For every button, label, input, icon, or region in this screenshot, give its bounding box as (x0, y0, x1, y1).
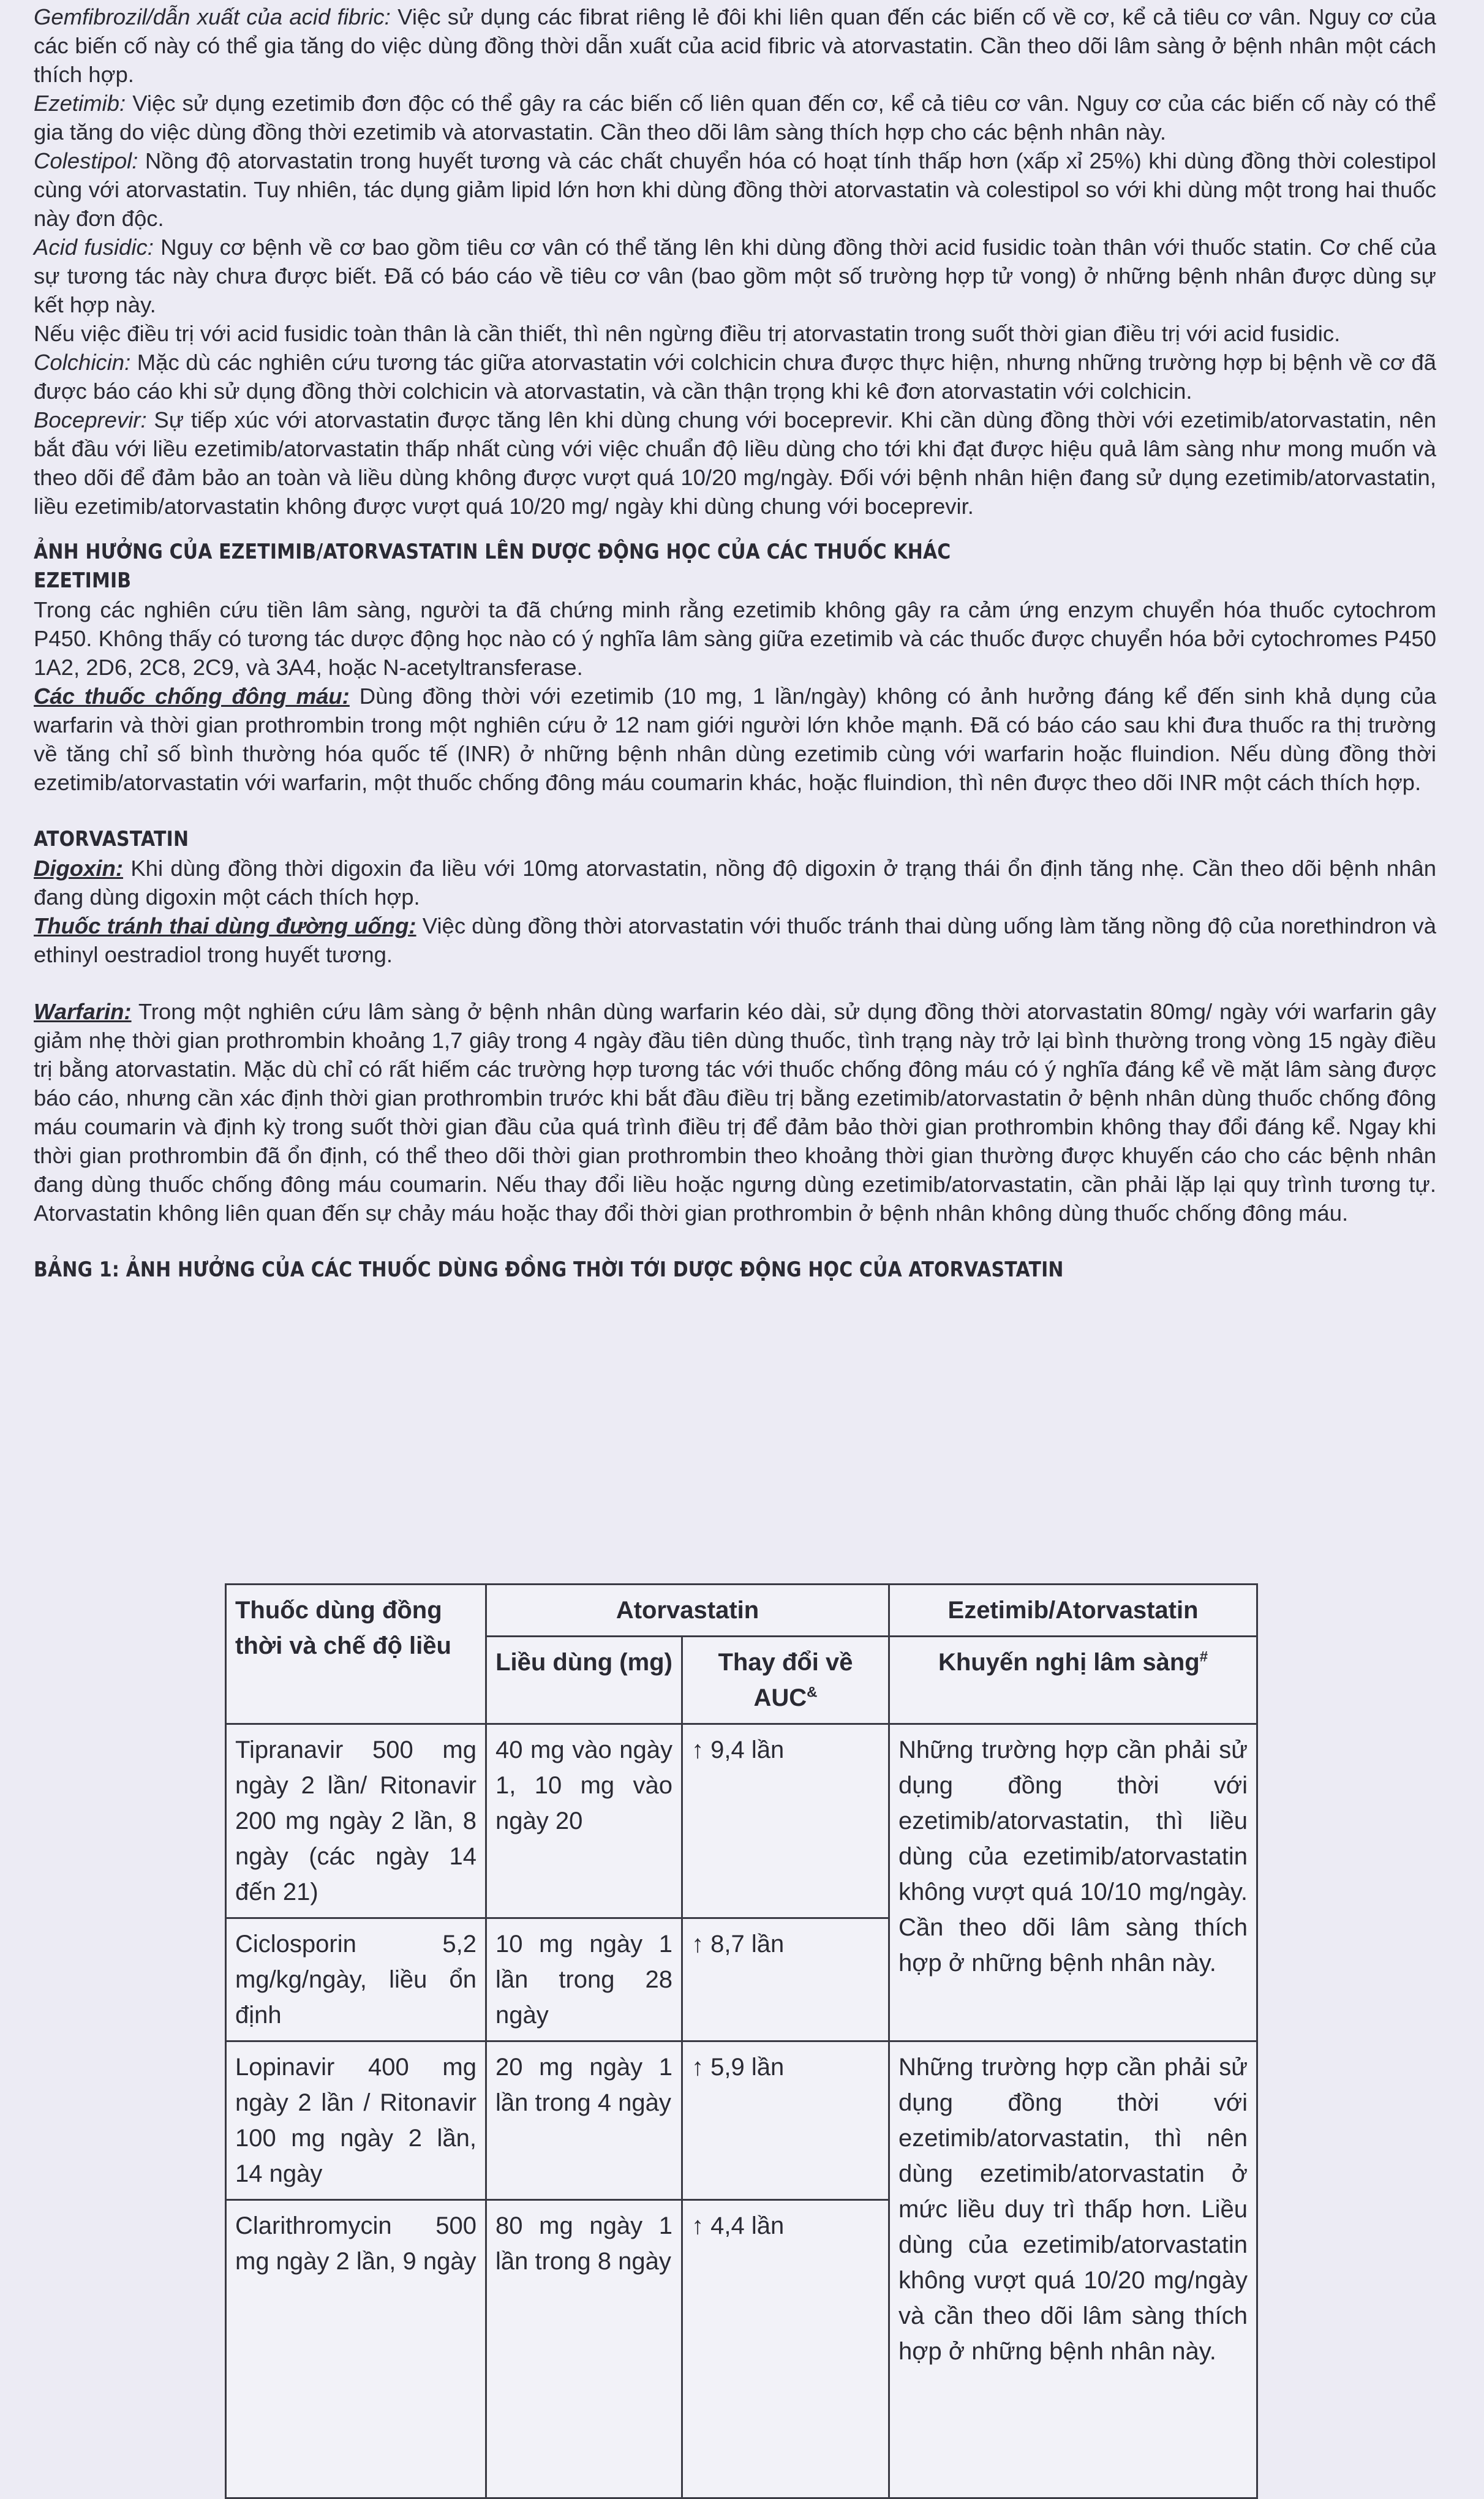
header-recommendation (889, 1637, 1257, 1724)
lead-digoxin: Digoxin: (34, 856, 123, 881)
paragraph-digoxin (34, 854, 1436, 911)
header-auc-sup: & (807, 1684, 818, 1701)
paragraph-gemfibrozil (34, 2, 1436, 89)
body-contraceptive: Việc dùng đồng thời atorvastatin với thuốc tránh thai dùng uống làm tăng nồng độ của norethindron và ethinyl oestradiol trong huyết tương. (34, 913, 1436, 967)
paragraph-ezetimib (34, 89, 1436, 146)
body-warfarin: Trong một nghiên cứu lâm sàng ở bệnh nhân dùng warfarin kéo dài, sử dụng đồng thời atorvastatin 80mg/ ngày với warfarin gây giảm nhẹ thời gian prothrombin khoảng 1,7 giây trong 4 ngày đầu tiên dùng thuốc, tình trạng này trở lại bình thường trong vòng 15 ngày điều trị bằng atorvastatin. Mặc dù chỉ có rất hiếm các trường hợp tương tác với thuốc chống đông máu có ý nghĩa đáng kể về mặt lâm sàng được báo cáo, nhưng cần xác định thời gian prothrombin trước khi bắt đầu điều trị bằng ezetimib/atorvastatin ở bệnh nhân dùng thuốc chống đông máu coumarin và định kỳ trong suốt thời gian đầu của quá trình điều trị để đảm bảo thời gian prothrombin không thay đổi đáng kể. Ngay khi thời gian prothrombin đã ổn định, có thể theo dõi thời gian prothrombin theo khoảng thời gian thường được khuyến cáo cho các bệnh nhân đang dùng thuốc chống đông máu coumarin. Nếu thay đổi liều hoặc ngưng dùng ezetimib/atorvastatin, cần phải lặp lại quy trình tương tự. Atorvastatin không liên quan đến sự chảy máu hoặc thay đổi thời gian prothrombin ở bệnh nhân không dùng thuốc chống đông máu. (34, 999, 1436, 1226)
body-ezetimib: Việc sử dụng ezetimib đơn độc có thể gây ra các biến cố liên quan đến cơ, kể cả tiêu cơ vân. Nguy cơ của các biến cố này có thể gia tăng do việc dùng đồng thời ezetimib và atorvastatin. Cần theo dõi lâm sàng thích hợp cho các bệnh nhân này. (34, 91, 1436, 145)
paragraph-fusidic-note: Nếu việc điều trị với acid fusidic toàn thân là cần thiết, thì nên ngừng điều trị atorvastatin trong suốt thời gian điều trị với acid fusidic. (34, 321, 1341, 346)
table-caption: BẢNG 1: ẢNH HƯỞNG CỦA CÁC THUỐC DÙNG ĐỒNG THỜI TỚI DƯỢC ĐỘNG HỌC CỦA ATORVASTATIN (34, 1257, 1064, 1282)
cell-dose: 40 mg vào ngày 1, 10 mg vào ngày 20 (486, 1724, 682, 1918)
cell-drug: Clarithromycin 500 mg ngày 2 lần, 9 ngày (226, 2200, 486, 2498)
cell-dose: 10 mg ngày 1 lần trong 28 ngày (486, 1918, 682, 2041)
lead-acid-fusidic: Acid fusidic: (34, 235, 154, 260)
cell-auc: ↑ 5,9 lần (682, 2041, 889, 2200)
lead-warfarin: Warfarin: (34, 999, 132, 1024)
cell-auc: ↑ 9,4 lần (682, 1724, 889, 1918)
section-heading-ezetimib: EZETIMIB (34, 568, 132, 593)
section-heading-effects: ẢNH HƯỞNG CỦA EZETIMIB/ATORVASTATIN LÊN DƯỢC ĐỘNG HỌC CỦA CÁC THUỐC KHÁC (34, 540, 951, 564)
paragraph-colchicin (34, 348, 1436, 405)
table-row (226, 2041, 1257, 2200)
lead-gemfibrozil: Gemfibrozil/dẫn xuất của acid fibric: (34, 4, 391, 29)
cell-drug: Ciclosporin 5,2 mg/kg/ngày, liều ổn định (226, 1918, 486, 2041)
cell-auc: ↑ 4,4 lần (682, 2200, 889, 2498)
lead-colchicin: Colchicin: (34, 350, 131, 375)
cell-auc: ↑ 8,7 lần (682, 1918, 889, 2041)
body-gemfibrozil: Việc sử dụng các fibrat riêng lẻ đôi khi liên quan đến các biến cố về cơ, kể cả tiêu cơ vân. Nguy cơ của các biến cố này có thể gia tăng do việc dùng đồng thời dẫn xuất của acid fibric và atorvastatin. Cần theo dõi lâm sàng ở bệnh nhân một cách thích hợp. (34, 4, 1436, 87)
header-rec-sup: # (1199, 1648, 1208, 1665)
cell-drug: Tipranavir 500 mg ngày 2 lần/ Ritonavir 200 mg ngày 2 lần, 8 ngày (các ngày 14 đến 21) (226, 1724, 486, 1918)
body-colestipol: Nồng độ atorvastatin trong huyết tương và các chất chuyển hóa có hoạt tính thấp hơn (xấp xỉ 25%) khi dùng đồng thời colestipol cùng với atorvastatin. Tuy nhiên, tác dụng giảm lipid lớn hơn khi dùng đồng thời atorvastatin và colestipol so với khi dùng một trong hai thuốc này đơn độc. (34, 148, 1436, 231)
paragraph-warfarin (34, 997, 1436, 1227)
header-ezetimib-atorvastatin: Ezetimib/Atorvastatin (889, 1585, 1257, 1637)
body-digoxin: Khi dùng đồng thời digoxin đa liều với 10mg atorvastatin, nồng độ digoxin ở trạng thái ổn định tăng nhẹ. Cần theo dõi bệnh nhân đang dùng digoxin một cách thích hợp. (34, 856, 1436, 910)
paragraph-boceprevir (34, 405, 1436, 521)
table-header-row (226, 1585, 1257, 1637)
header-auc (682, 1637, 889, 1724)
header-drug: Thuốc dùng đồng thời và chế độ liều (226, 1585, 486, 1724)
lead-boceprevir: Boceprevir: (34, 407, 147, 432)
header-atorvastatin: Atorvastatin (486, 1585, 889, 1637)
cell-recommendation-2: Những trường hợp cần phải sử dụng đồng thời với ezetimib/atorvastatin, thì nên dùng ezetimib/atorvastatin ở mức liều duy trì thấp hơn. Liều dùng của ezetimib/atorvastatin không vượt quá 10/20 mg/ngày và cần theo dõi lâm sàng thích hợp ở những bệnh nhân này. (889, 2041, 1257, 2498)
paragraph-cytochrom: Trong các nghiên cứu tiền lâm sàng, người ta đã chứng minh rằng ezetimib không gây ra cảm ứng enzym chuyển hóa thuốc cytochrom P450. Không thấy có tương tác dược động học nào có ý nghĩa lâm sàng giữa ezetimib và các thuốc được chuyển hóa bởi cytochromes P450 1A2, 2D6, 2C8, 2C9, và 3A4, hoặc N-acetyltransferase. (34, 597, 1436, 680)
header-rec-label: Khuyến nghị lâm sàng (938, 1649, 1200, 1676)
body-boceprevir: Sự tiếp xúc với atorvastatin được tăng lên khi dùng chung với boceprevir. Khi cần dùng đồng thời với ezetimib/atorvastatin, nên bắt đầu với liều ezetimib/atorvastatin thấp nhất cùng với việc chuẩn độ liều dùng cho tới khi đạt được hiệu quả lâm sàng như mong muốn và theo dõi để đảm bảo an toàn và liều dùng không được vượt quá 10/20 mg/ngày. Đối với bệnh nhân hiện đang sử dụng ezetimib/atorvastatin, liều ezetimib/atorvastatin không được vượt quá 10/20 mg/ ngày khi dùng chung với boceprevir. (34, 407, 1436, 519)
body-anticoagulant: Dùng đồng thời với ezetimib (10 mg, 1 lần/ngày) không có ảnh hưởng đáng kể đến sinh khả dụng của warfarin và thời gian prothrombin trong một nghiên cứu ở 12 nam giới người lớn khỏe mạnh. Đã có báo cáo sau khi đưa thuốc ra thị trường về tăng chỉ số bình thường hóa quốc tế (INR) ở những bệnh nhân dùng ezetimib cùng với warfarin hoặc fluindion. Nếu dùng đồng thời ezetimib/atorvastatin với warfarin, một thuốc chống đông máu coumarin khác, hoặc fluindion, thì nên được theo dõi INR một cách thích hợp. (34, 684, 1437, 795)
text-column (34, 2, 1436, 1284)
lead-ezetimib: Ezetimib: (34, 91, 126, 116)
cell-drug: Lopinavir 400 mg ngày 2 lần / Ritonavir 100 mg ngày 2 lần, 14 ngày (226, 2041, 486, 2200)
interaction-table (225, 1583, 1258, 2499)
paragraph-acid-fusidic (34, 233, 1436, 319)
body-colchicin: Mặc dù các nghiên cứu tương tác giữa atorvastatin với colchicin chưa được thực hiện, nhưng những trường hợp bị bệnh về cơ đã được báo cáo khi sử dụng đồng thời colchicin và atorvastatin, và cần thận trọng khi kê đơn atorvastatin với colchicin. (34, 350, 1436, 404)
lead-contraceptive: Thuốc tránh thai dùng đường uống: (34, 913, 416, 938)
header-auc-label: Thay đổi về AUC (718, 1649, 853, 1711)
paragraph-anticoagulant (34, 682, 1436, 797)
paragraph-colestipol (34, 146, 1436, 233)
cell-recommendation-1: Những trường hợp cần phải sử dụng đồng thời với ezetimib/atorvastatin, thì liều dùng của ezetimib/atorvastatin không vượt quá 10/10 mg/ngày. Cần theo dõi lâm sàng thích hợp ở những bệnh nhân này. (889, 1724, 1257, 2041)
table-row (226, 1724, 1257, 1918)
cell-dose: 80 mg ngày 1 lần trong 8 ngày (486, 2200, 682, 2498)
lead-colestipol: Colestipol: (34, 148, 138, 173)
header-dose: Liều dùng (mg) (486, 1637, 682, 1724)
lead-anticoagulant: Các thuốc chống đông máu: (34, 684, 350, 709)
paragraph-contraceptive (34, 911, 1436, 969)
body-acid-fusidic: Nguy cơ bệnh về cơ bao gồm tiêu cơ vân có thể tăng lên khi dùng đồng thời acid fusidic toàn thân với thuốc statin. Cơ chế của sự tương tác này chưa được biết. Đã có báo cáo về tiêu cơ vân (bao gồm một số trường hợp tử vong) ở những bệnh nhân được dùng sự kết hợp này. (34, 235, 1436, 317)
section-heading-atorvastatin: ATORVASTATIN (34, 827, 189, 851)
cell-dose: 20 mg ngày 1 lần trong 4 ngày (486, 2041, 682, 2200)
